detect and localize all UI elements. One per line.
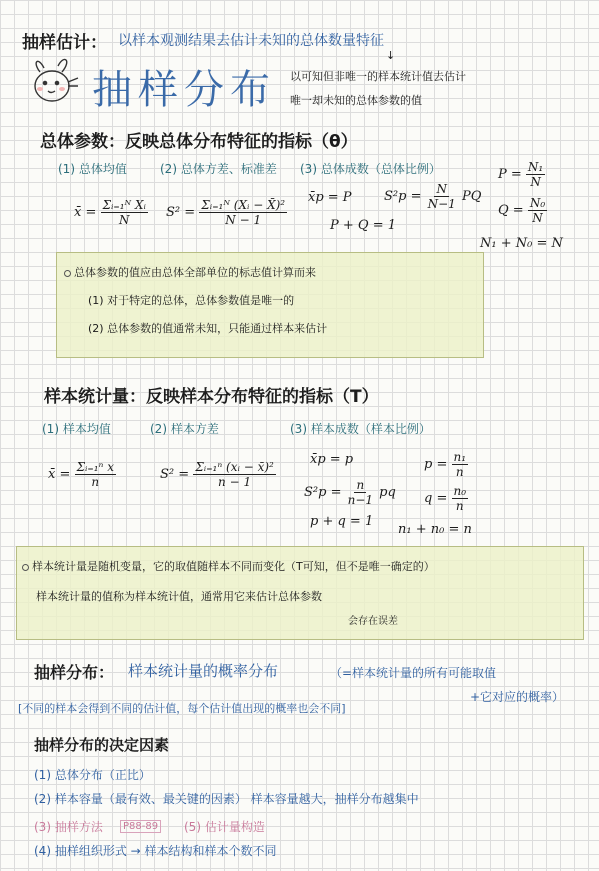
pop-mean-formula: x̄ = $\frac{\text{Σᵢ₌₁ᴺ Xᵢ}}{N}$: [74, 198, 146, 227]
section3-heading-label: 抽样分布：: [34, 663, 115, 682]
arrow-note-line2: 唯一却未知的总体参数的值: [290, 94, 422, 107]
section3-factors-heading: 抽样分布的决定因素: [34, 736, 170, 754]
section3-heading-paren2: +它对应的概率）: [470, 690, 565, 704]
section1-item-proportion: (3) 总体成数（总体比例）: [300, 162, 441, 176]
section3-heading-text: 样本统计量的概率分布: [128, 662, 279, 680]
header-subtitle: 以样本观测结果去估计未知的总体数量特征: [118, 33, 384, 49]
section2-heading: 样本统计量：反映样本分布特征的指标（T）: [44, 387, 379, 407]
sample-variance-formula: S² = $\frac{\text{Σᵢ₌₁ⁿ (xᵢ − x̄)²}}{n - 1}$: [160, 460, 274, 489]
sample-mean-formula: x̄ = $\frac{\text{Σᵢ₌₁ⁿ x}}{n}$: [48, 460, 114, 489]
section2-item-proportion: (3) 样本成数（样本比例）: [290, 422, 431, 436]
section2-item-mean: (1) 样本均值: [42, 422, 111, 436]
page-reference: P88-89: [120, 820, 161, 833]
sample-proportion-mean: x̄p = p: [310, 452, 354, 467]
pop-N-sum: N₁ + N₀ = N: [480, 236, 563, 251]
factor-sampling-method: (3) 抽样方法: [34, 820, 103, 834]
factor-sample-size: (2) 样本容量（最有效、最关键的因素） 样本容量越大，抽样分布越集中: [34, 792, 419, 806]
pop-Q-formula: Q = $\frac{\text{N₀}}{N}$: [498, 196, 546, 225]
factor-sampling-organization: (4) 抽样组织形式 → 样本结构和样本个数不同: [34, 844, 277, 858]
population-note-line2: (1) 对于特定的总体，总体参数值是唯一的: [88, 294, 295, 307]
sample-note-line2: 样本统计量的值称为样本统计值，通常用它来估计总体参数: [36, 590, 322, 603]
arrow-note-line1: 以可知但非唯一的样本统计值去估计: [290, 70, 466, 83]
section2-item-variance: (2) 样本方差: [150, 422, 219, 436]
section3-bracket-note: [不同的样本会得到不同的估计值，每个估计值出现的概率也会不同]: [18, 702, 346, 715]
sample-n-sum: n₁ + n₀ = n: [398, 522, 472, 537]
section1-item-variance: (2) 总体方差、标准差: [160, 162, 277, 176]
sample-proportion-sum: p + q = 1: [310, 514, 374, 529]
header-title: 抽样估计：: [22, 33, 107, 53]
sample-note-sub: 会存在误差: [348, 616, 398, 627]
rabbit-doodle-icon: [28, 52, 84, 108]
pop-proportion-mean: x̄p = P: [308, 190, 352, 205]
sample-q-formula: q = $\frac{\text{n₀}}{n}$: [424, 484, 467, 513]
section3-heading-paren: （=样本统计量的所有可能取值: [330, 666, 497, 680]
pop-P-formula: P = $\frac{\text{N₁}}{N}$: [498, 160, 544, 189]
section1-heading: 总体参数：反映总体分布特征的指标（θ）: [40, 132, 358, 152]
page-title: 抽样分布: [92, 67, 276, 113]
pop-variance-formula: S² = $\frac{\text{Σᵢ₌₁ᴺ (Xᵢ − X̄)²}}{N - 1}$: [166, 198, 286, 227]
pop-proportion-sum: P + Q = 1: [330, 218, 396, 233]
sample-p-formula: p = $\frac{\text{n₁}}{n}$: [424, 450, 467, 479]
factor-population-distribution: (1) 总体分布（正比）: [34, 768, 151, 782]
sample-proportion-variance: S²p = $\frac{n}{n-1}$ pq: [304, 478, 396, 507]
arrow-down-icon: ↓: [386, 49, 396, 62]
sample-note-line1: 样本统计量是随机变量，它的取值随样本不同而变化（T可知，但不是唯一确定的）: [22, 558, 435, 574]
population-note-line3: (2) 总体参数的值通常未知，只能通过样本来估计: [88, 322, 328, 335]
factor-estimator-construction: (5) 估计量构造: [184, 820, 265, 834]
section1-item-mean: (1) 总体均值: [58, 162, 127, 176]
pop-proportion-variance: S²p = $\frac{N}{N-1}$ PQ: [384, 182, 482, 211]
population-note-line1: 总体参数的值应由总体全部单位的标志值计算而来: [64, 264, 316, 280]
